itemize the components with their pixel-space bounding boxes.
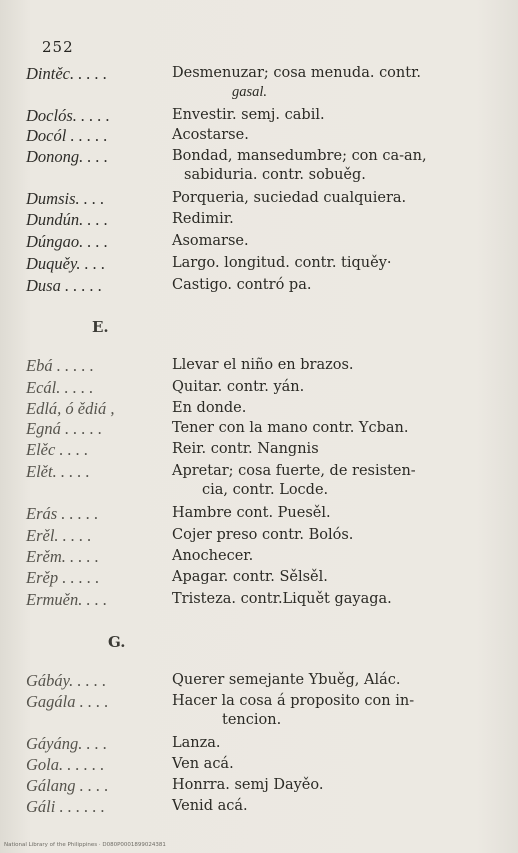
entry-term: Gagála . . . . — [26, 692, 109, 711]
entry-term: Dintěc. . . . . — [26, 64, 108, 83]
entry-definition: Asomarse. — [172, 233, 249, 249]
page-number: 252 — [42, 38, 74, 56]
entry-definition: Tener con la mano contr. Ycban. — [172, 420, 409, 436]
entry-definition: Ven acá. — [172, 756, 234, 772]
entry-definition: Bondad, mansedumbre; con ca-an, sabiduria. contr. sobuěg. — [172, 148, 427, 183]
entry-definition: Reir. contr. Nangnis — [172, 441, 319, 457]
entry-term: Erěl. . . . . — [26, 526, 92, 545]
entry-term: Donong. . . . — [26, 147, 109, 166]
entry-term: Erěm. . . . . — [26, 547, 99, 566]
entry-definition: Llevar el niño en brazos. — [172, 357, 354, 373]
entry-definition: Querer semejante Ybuěg, Alác. — [172, 672, 401, 688]
entry-term: Elěc . . . . — [26, 440, 89, 459]
section-heading-e: E. — [92, 318, 109, 336]
entry-definition: Largo. longitud. contr. tiquěy· — [172, 255, 392, 271]
entry-definition: Redimir. — [172, 211, 234, 227]
entry-definition: Envestir. semj. cabil. — [172, 107, 325, 123]
entry-term: Elět. . . . . — [26, 462, 90, 481]
entry-term: Ermuěn. . . . — [26, 590, 108, 609]
entry-term: Ecál. . . . . — [26, 378, 94, 397]
entry-definition: Honrra. semj Dayěo. — [172, 777, 324, 793]
entry-definition: Cojer preso contr. Bolós. — [172, 527, 354, 543]
entry-term: Duquěy. . . . — [26, 254, 106, 273]
entry-definition: Castigo. contró pa. — [172, 277, 312, 293]
entry-definition: Apretar; cosa fuerte, de resisten- cia, contr. Locde. — [172, 463, 416, 498]
entry-definition: Porqueria, suciedad cualquiera. — [172, 190, 407, 206]
entry-term: Gábáy. . . . . — [26, 671, 107, 690]
entry-term: Docól . . . . . — [26, 126, 108, 145]
entry-term: Ebá . . . . . — [26, 356, 94, 375]
entry-definition: Anochecer. — [172, 548, 254, 564]
entry-definition: En donde. — [172, 400, 247, 416]
entry-definition: Hacer la cosa á proposito con in- tencion. — [172, 693, 415, 728]
entry-term: Egná . . . . . — [26, 419, 103, 438]
section-heading-g: G. — [108, 633, 126, 651]
scan-footer: National Library of the Philippines · D080P0001899024381 — [4, 842, 166, 848]
entry-term: Erás . . . . . — [26, 504, 99, 523]
entry-definition: Lanza. — [172, 735, 221, 751]
entry-term: Gáli . . . . . . — [26, 797, 105, 816]
entry-term: Erěp . . . . . — [26, 568, 100, 587]
entry-definition: Quitar. contr. yán. — [172, 379, 305, 395]
entry-term: Gálang . . . . — [26, 776, 109, 795]
entry-definition: Tristeza. contr.Liquět gayaga. — [172, 591, 392, 607]
entry-term: Dundún. . . . — [26, 210, 109, 229]
entry-term: Edlá, ó ědiá , — [26, 399, 115, 418]
entry-definition: Venid acá. — [172, 798, 248, 814]
entry-term: Dumsis. . . . — [26, 189, 105, 208]
entry-term: Doclós. . . . . — [26, 106, 110, 125]
entry-definition: Acostarse. — [172, 127, 249, 143]
entry-definition: Desmenuzar; cosa menuda. contr. gasal. — [172, 65, 422, 100]
entry-definition: Apagar. contr. Sělsěl. — [172, 569, 328, 585]
entry-term: Dúngao. . . . — [26, 232, 109, 251]
entry-term: Gáyáng. . . . — [26, 734, 108, 753]
entry-term: Gola. . . . . . — [26, 755, 105, 774]
entry-definition: Hambre cont. Puesěl. — [172, 505, 331, 521]
entry-term: Dusa . . . . . — [26, 276, 103, 295]
